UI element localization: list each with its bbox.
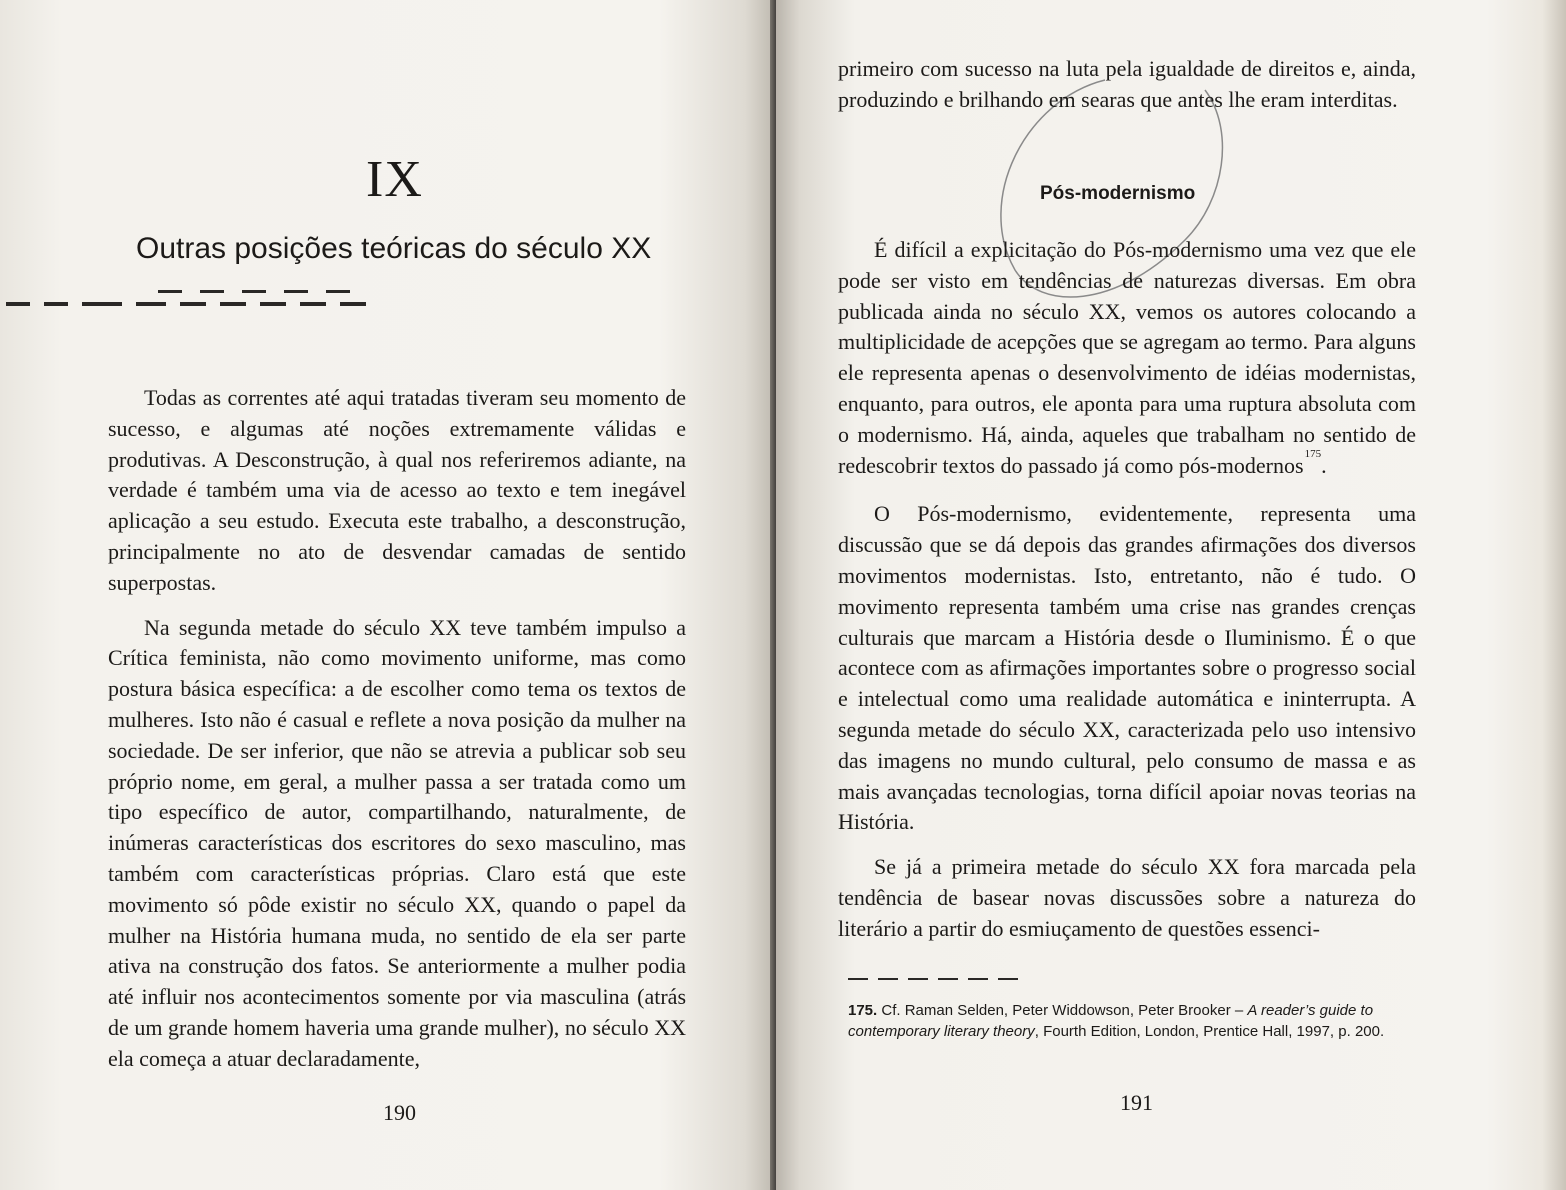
footnote-text: Cf. Raman Selden, Peter Widdowson, Peter Brooker –	[877, 1002, 1248, 1019]
divider-dash	[82, 302, 122, 306]
divider-dash	[938, 978, 958, 980]
footnote-text-end: , Fourth Edition, London, Prentice Hall, 1997, p. 200.	[1034, 1023, 1385, 1040]
divider-dash	[220, 302, 246, 306]
divider-dash	[284, 290, 308, 293]
footnote	[848, 1000, 1420, 1042]
right-body-text	[838, 235, 1416, 945]
footnote-reference: 175	[1304, 447, 1322, 460]
left-page	[0, 0, 776, 1190]
divider-dash	[44, 302, 68, 306]
page-number: 190	[383, 1100, 416, 1125]
paragraph-end: .	[1321, 452, 1327, 478]
divider-dash	[6, 302, 30, 306]
divider-dash	[340, 302, 366, 306]
divider-dash	[180, 302, 206, 306]
divider-dash	[908, 978, 928, 980]
right-continuation-text	[838, 54, 1416, 116]
paragraph: O Pós-modernismo, evidentemente, representa uma discussão que se dá depois das grandes afirmações dos diversos movimentos modernistas. Isto, entretanto, não é tudo. O movimento representa também uma crise nas grandes crenças culturais que marcam a História desde o Iluminismo. É o que acontece com as afirmações importantes sobre o progresso social e intelectual como uma realidade automática e ininterrupta. A segunda metade do século XX, caracterizada pelo uso intensivo das imagens no mundo cultural, pelo consumo de massa e as mais avançadas tecnologias, torna difícil apoiar novas teorias na História.	[838, 501, 1416, 835]
divider-dash	[260, 302, 286, 306]
divider-dash	[300, 302, 326, 306]
divider-dash	[158, 290, 182, 293]
paragraph: primeiro com sucesso na luta pela igualdade de direitos e, ainda, produzindo e brilhando em searas que antes lhe eram interditas.	[838, 56, 1416, 112]
footnote-divider	[848, 978, 1018, 980]
page-number: 191	[1120, 1090, 1153, 1115]
divider-dash	[998, 978, 1018, 980]
chapter-divider-lower	[158, 290, 350, 293]
divider-dash	[968, 978, 988, 980]
divider-dash	[878, 978, 898, 980]
paragraph: Todas as correntes até aqui tratadas tiveram seu momento de sucesso, e algumas até noções extremamente válidas e produtivas. A Desconstrução, à qual nos referiremos adiante, na verdade é também uma via de acesso ao texto e tem inegável aplicação a seu estudo. Executa este trabalho, a desconstrução, principalmente no ato de desvendar camadas de sentido superpostas.	[108, 385, 686, 595]
paragraph: Na segunda metade do século XX teve também impulso a Crítica feminista, não como movimento uniforme, mas como postura básica específica: a de escolher como tema os textos de mulheres. Isto não é casual e reflete a nova posição da mulher na sociedade. De ser inferior, que não se atrevia a publicar sob seu próprio nome, em geral, a mulher passa a ser tratada como um tipo específico de autor, compartilhando, naturalmente, de inúmeras características dos escritores do sexo masculino, mas também com características próprias. Claro está que este movimento só pôde existir no século XX, quando o papel da mulher na História humana muda, no sentido de ela ser parte ativa na construção dos fatos. Se anteriormente a mulher podia até influir nos acontecimentos somente por via masculina (atrás de um grande homem haveria uma grande mulher), no século XX ela começa a atuar declaradamente,	[108, 614, 686, 1071]
section-heading: Pós-modernismo	[1040, 183, 1196, 204]
divider-dash	[242, 290, 266, 293]
paragraph	[838, 235, 1416, 485]
chapter-divider	[6, 302, 366, 306]
footnote-number: 175.	[848, 1002, 878, 1019]
footnote-title: A reader’s guide to contemporary literary theory	[848, 1002, 1374, 1040]
paragraph: Se já a primeira metade do século XX fora marcada pela tendência de basear novas discussões sobre a natureza do literário a partir do esmiuçamento de questões essenci-	[838, 854, 1416, 941]
chapter-number: IX	[366, 151, 423, 208]
paragraph-text: É difícil a explicitação do Pós-modernismo uma vez que ele pode ser visto em tendências de naturezas diversas. Em obra publicada ainda no século XX, vemos os autores colocando a multiplicidade de acepções que se agregam ao termo. Para alguns ele representa apenas o desenvolvimento de idéias modernistas, enquanto, para outros, ele aponta para uma ruptura absoluta com o modernismo. Há, ainda, aqueles que trabalham no sentido de redescobrir textos do passado já como pós-modernos	[838, 237, 1416, 478]
divider-dash	[136, 302, 166, 306]
chapter-title: Outras posições teóricas do século XX	[136, 232, 652, 265]
divider-dash	[200, 290, 224, 293]
divider-dash	[326, 290, 350, 293]
divider-dash	[848, 978, 868, 980]
left-body-text	[108, 383, 686, 1075]
